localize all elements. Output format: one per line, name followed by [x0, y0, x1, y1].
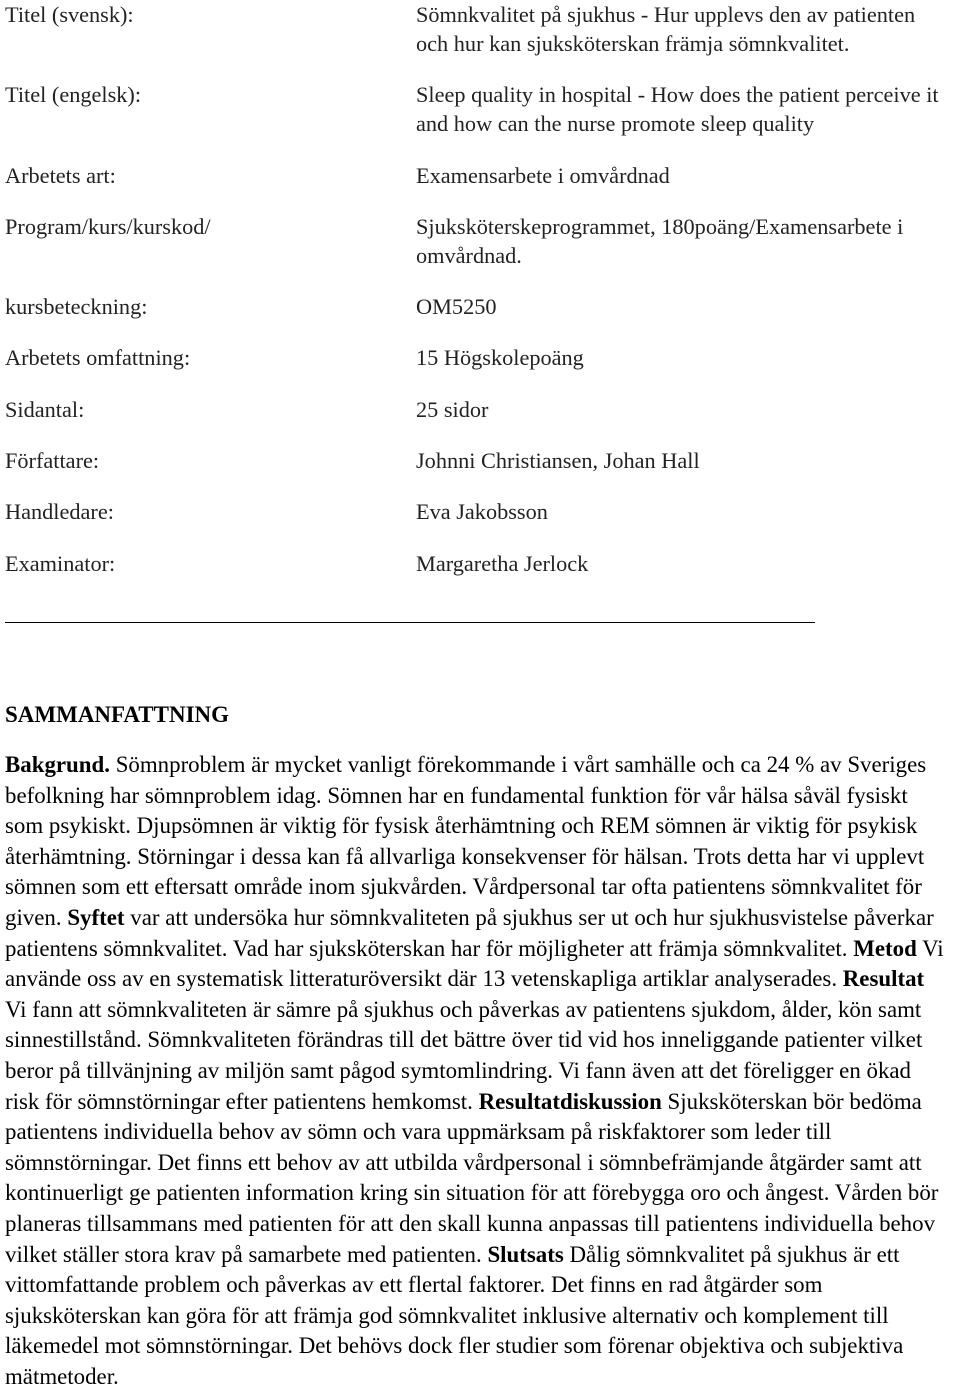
abstract-line: [5, 872, 955, 903]
abstract-section-heading: Slutsats: [487, 1241, 564, 1267]
meta-value-line: Johnni Christiansen, Johan Hall: [416, 448, 700, 474]
meta-label: kursbeteckning:: [5, 294, 148, 320]
meta-value-line: and how can the nurse promote sleep quality: [416, 111, 815, 137]
meta-label: Titel (svensk):: [5, 2, 134, 27]
meta-row-supervisor: [5, 497, 950, 526]
abstract-line: [5, 1362, 955, 1393]
abstract-text: mätmetoder.: [5, 1363, 119, 1389]
horizontal-divider: [5, 622, 815, 623]
meta-value: [416, 395, 950, 424]
abstract-line: [5, 1025, 955, 1056]
meta-row-page-count: [5, 395, 950, 424]
meta-value-line: omvårdnad.: [416, 242, 522, 268]
abstract-text: sömnen som ett eftersatt område inom sjukvården. Vårdpersonal tar ofta patientens sömnkvalitet för: [5, 874, 922, 900]
meta-value-line: Eva Jakobsson: [416, 499, 548, 525]
abstract-text: Vi fann att sömnkvaliteten är sämre på sjukhus och påverkas av patientens sjukdom, ålder, kön samt: [5, 996, 922, 1022]
meta-value-line: Margaretha Jerlock: [416, 550, 589, 576]
meta-value-line: Sleep quality in hospital - How does the patient perceive it: [416, 82, 939, 108]
abstract-line: [5, 1331, 955, 1362]
meta-value-line: 25 sidor: [416, 396, 489, 422]
abstract-line: [5, 1178, 955, 1209]
meta-label: Titel (engelsk):: [5, 82, 142, 108]
meta-value: [416, 446, 950, 475]
meta-value-line: och hur kan sjuksköterskan främja sömnkvalitet.: [416, 31, 850, 56]
abstract-text: kontinuerligt ge patienten information kring sin situation för att förebygga oro och ångest. Vården bör: [5, 1180, 939, 1206]
abstract-line: [5, 781, 955, 812]
abstract-line: [5, 1209, 955, 1240]
abstract-section-heading: Metod: [853, 935, 917, 961]
meta-value-line: Sömnkvalitet på sjukhus - Hur upplevs den av patienten: [416, 2, 916, 27]
meta-label: Sidantal:: [5, 396, 85, 422]
abstract-text: använde oss av en systematisk litteraturöversikt där 13 vetenskapliga artiklar analyserades.: [5, 966, 843, 992]
meta-value-line: Sjuksköterskeprogrammet, 180poäng/Examensarbete i: [416, 213, 904, 239]
abstract-text: sömnstörningar. Det finns ett behov av att utbilda vårdpersonal i sömnbefrämjande åtgärder samt att: [5, 1149, 922, 1175]
meta-label: Handledare:: [5, 499, 114, 525]
abstract-text: Sömnproblem är mycket vanligt förekommande i vårt samhälle och ca 24 % av Sveriges: [109, 752, 927, 777]
abstract-text: vilket ställer stora krav på samarbete med patienten.: [5, 1241, 488, 1267]
abstract-text: läkemedel mot sömnstörningar. Det behövs dock fler studier som förenar objektiva och subjektiva: [5, 1333, 904, 1359]
thesis-metadata: [5, 0, 950, 600]
meta-row-work-type: [5, 161, 950, 190]
abstract-text: återhämtning. Störningar i dessa kan få allvarliga konsekvenser för hälsan. Trots detta har vi upplevt: [5, 843, 925, 869]
abstract-line: [5, 1087, 955, 1118]
abstract-line: [5, 811, 955, 842]
meta-label: Arbetets art:: [5, 162, 116, 188]
abstract-text: var att undersöka hur sömnkvaliteten på sjukhus ser ut och hur sjukhusvistelse påverkar: [124, 904, 934, 930]
meta-value: [416, 0, 950, 58]
meta-label: Examinator:: [5, 550, 116, 576]
abstract-text: Sjuksköterskan bör bedöma: [661, 1088, 922, 1114]
meta-row-scope: [5, 343, 950, 372]
meta-value: [416, 343, 950, 372]
meta-row-program: [5, 212, 950, 270]
abstract-line: [5, 934, 955, 965]
meta-value: [416, 212, 950, 270]
abstract-text: beror på tillvänjning av miljön samt pågod symtomlindring. Vi fann även att det föreligger en ökad: [5, 1057, 911, 1083]
abstract-section-heading: Syftet: [67, 904, 125, 930]
meta-value: [416, 161, 950, 190]
abstract-text: vittomfattande problem och påverkas av ett flertal faktorer. Det finns en rad åtgärder som: [5, 1272, 823, 1298]
abstract-line: [5, 1270, 955, 1301]
abstract-text: som psykiskt. Djupsömnen är viktig för fysisk återhämtning och REM sömnen är viktig för psykisk: [5, 813, 918, 839]
abstract-text: befolkning har sömnproblem idag. Sömnen har en fundamental funktion för vår hälsa såväl fysiskt: [5, 782, 908, 808]
meta-row-title-swedish: [5, 0, 950, 58]
meta-value: [416, 292, 950, 321]
meta-row-authors: [5, 446, 950, 475]
abstract-section-heading: Bakgrund.: [5, 752, 110, 777]
abstract-text: given.: [5, 904, 68, 930]
meta-value: [416, 80, 950, 138]
meta-row-course-code: [5, 292, 950, 321]
abstract-text: sinnestillstånd. Sömnkvaliteten förändras till det bättre över tid vid hos inneliggande patienter vilket: [5, 1027, 923, 1053]
meta-value-line: OM5250: [416, 294, 497, 320]
abstract-line: [5, 1117, 955, 1148]
abstract-line: [5, 995, 955, 1026]
abstract-text: risk för sömnstörningar efter patientens hemkomst.: [5, 1088, 479, 1114]
abstract-text: Vi: [916, 935, 944, 961]
abstract-text: planeras tillsammans med patienten för att den skall kunna anpassas till patientens individuella behov: [5, 1210, 936, 1236]
abstract-line: [5, 1240, 955, 1271]
meta-label: Författare:: [5, 448, 100, 474]
abstract-line: [5, 1301, 955, 1332]
meta-value-line: Examensarbete i omvårdnad: [416, 162, 670, 188]
abstract-line: [5, 964, 955, 995]
abstract-text: sjuksköterskan kan göra för att främja god sömnkvalitet inklusive alternativ och komplement till: [5, 1302, 889, 1328]
abstract-text: patientens individuella behov av sömn och vara uppmärksam på riskfaktorer som leder till: [5, 1119, 832, 1145]
abstract-text: patientens sömnkvalitet. Vad har sjuksköterskan har för möjligheter att främja sömnkvalitet.: [5, 935, 854, 961]
abstract-section-heading: Resultat: [842, 966, 925, 992]
meta-row-examiner: [5, 549, 950, 578]
meta-label: Arbetets omfattning:: [5, 345, 191, 371]
abstract-line: [5, 1056, 955, 1087]
abstract-section-heading: Resultatdiskussion: [478, 1088, 662, 1114]
abstract-text: Dålig sömnkvalitet på sjukhus är ett: [563, 1241, 900, 1267]
meta-value: [416, 497, 950, 526]
meta-row-title-english: [5, 80, 950, 138]
summary-abstract: [5, 750, 955, 1392]
abstract-line: [5, 903, 955, 934]
meta-value: [416, 549, 950, 578]
meta-label: Program/kurs/kurskod/: [5, 213, 211, 239]
abstract-line: [5, 842, 955, 873]
abstract-line: [5, 750, 955, 781]
meta-value-line: 15 Högskolepoäng: [416, 345, 584, 371]
summary-heading: SAMMANFATTNING: [5, 702, 230, 727]
abstract-line: [5, 1148, 955, 1179]
